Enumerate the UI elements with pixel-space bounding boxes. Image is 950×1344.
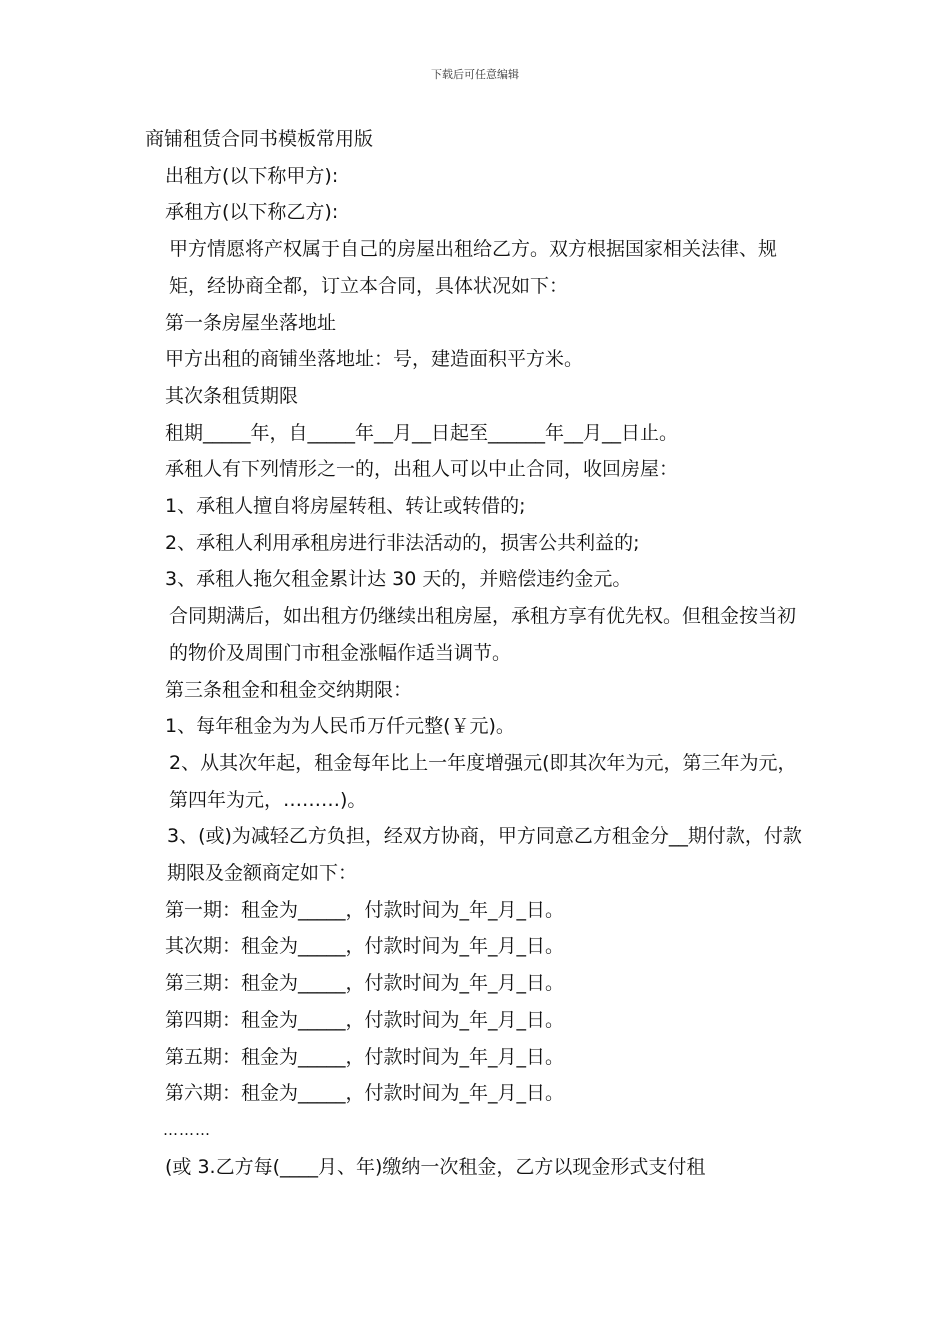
installment-line: 其次期：租金为_____，付款时间为_年_月_日。	[165, 935, 565, 958]
ellipsis-line: ………	[163, 1120, 211, 1139]
alternative-payment-line: (或 3.乙方每(____月、年)缴纳一次租金，乙方以现金形式支付租	[165, 1155, 706, 1178]
lessee-line: 承租方(以下称乙方):	[165, 201, 339, 224]
article-3-title: 第三条租金和租金交纳期限：	[165, 678, 413, 701]
condition-item-3: 3、承租人拖欠租金累计达 30 天的，并赔偿违约金元。	[165, 568, 632, 591]
article-1-text: 甲方出租的商铺坐落地址：号，建造面积平方米。	[165, 348, 584, 371]
installment-line: 第三期：租金为_____，付款时间为_年_月_日。	[165, 972, 565, 995]
condition-item-2: 2、承租人利用承租房进行非法活动的，损害公共利益的;	[165, 531, 640, 554]
article-2-title: 其次条租赁期限	[165, 384, 299, 407]
condition-item-1: 1、承租人擅自将房屋转租、转让或转借的;	[165, 495, 526, 518]
rent-item-3: 3、(或)为减轻乙方负担，经双方协商，甲方同意乙方租金分__期付款，付款期限及金额商定如下：	[167, 825, 802, 885]
document-body	[145, 121, 810, 1185]
article-1-title: 第一条房屋坐落地址	[165, 311, 337, 334]
page-header: 下载后可任意编辑	[431, 68, 519, 81]
rent-item-1: 1、每年租金为为人民币万仟元整(￥元)。	[165, 715, 515, 738]
installment-line: 第六期：租金为_____，付款时间为_年_月_日。	[165, 1082, 565, 1105]
rent-item-2: 2、从其次年起，租金每年比上一年度增强元(即其次年为元，第三年为元，第四年为元，………)。	[169, 751, 797, 811]
renewal-paragraph: 合同期满后，如出租方仍继续出租房屋，承租方享有优先权。但租金按当初的物价及周围门市租金涨幅作适当调节。	[169, 605, 797, 664]
termination-conditions: 承租人有下列情形之一的，出租人可以中止合同，收回房屋：	[165, 458, 679, 481]
lease-term-line: 租期_____年，自_____年__月__日起至______年__月__日止。	[165, 421, 679, 444]
lessor-line: 出租方(以下称甲方):	[165, 164, 339, 187]
installment-line: 第一期：租金为_____，付款时间为_年_月_日。	[165, 898, 565, 921]
document-title: 商铺租赁合同书模板常用版	[145, 128, 374, 150]
installment-line: 第五期：租金为_____，付款时间为_年_月_日。	[165, 1045, 565, 1068]
preamble-paragraph: 甲方情愿将产权属于自己的房屋出租给乙方。双方根据国家相关法律、规矩，经协商全都，订立本合同，具体状况如下：	[169, 238, 778, 297]
installment-line: 第四期：租金为_____，付款时间为_年_月_日。	[165, 1008, 565, 1031]
